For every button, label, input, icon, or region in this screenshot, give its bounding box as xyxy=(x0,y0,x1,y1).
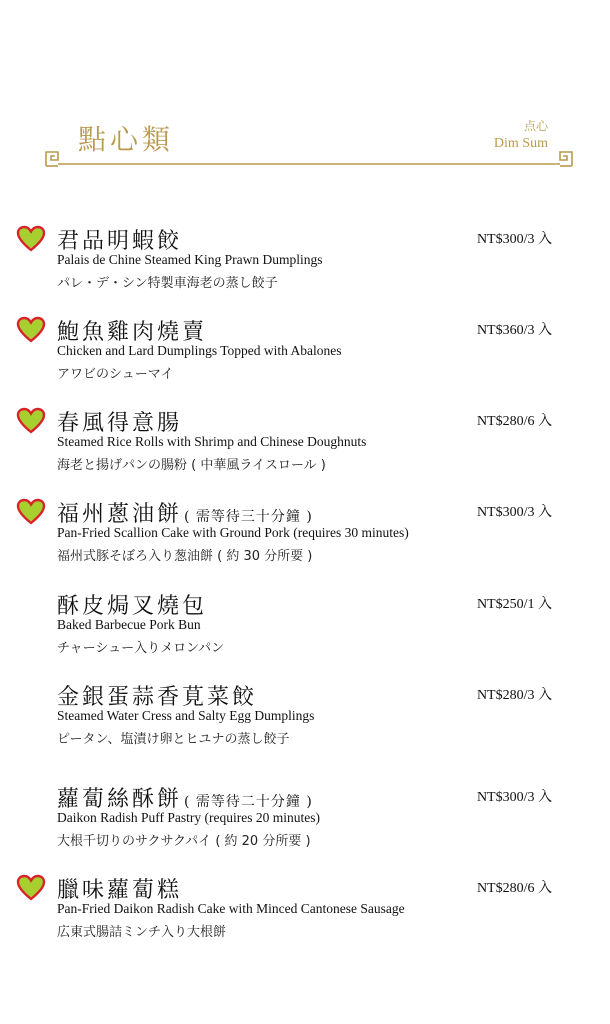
dish-name-ja: 広東式腸詰ミンチ入り大根餅 xyxy=(57,925,227,940)
dish-price: NT$280/6 入 xyxy=(476,881,552,896)
dish-name-ja: 大根千切りのサクサクパイ ( 約 20 分所要 ) xyxy=(57,834,311,849)
dish-name-zh: 蘿蔔絲酥餅 ( 需等待二十分鐘 ) xyxy=(57,787,313,812)
dish-name-zh: 春風得意腸 xyxy=(57,411,183,436)
heart-icon xyxy=(16,497,46,527)
dish-name-zh: 臘味蘿蔔糕 xyxy=(57,878,183,903)
dish-name-ja: チャーシュー入りメロンパン xyxy=(57,641,225,656)
dish-name-en: Baked Barbecue Pork Bun xyxy=(57,617,201,632)
dish-name-zh: 君品明蝦餃 xyxy=(57,229,183,254)
dish-name-ja: 福州式豚そぼろ入り葱油餅 ( 約 30 分所要 ) xyxy=(57,549,313,564)
dish-price: NT$300/3 入 xyxy=(476,790,552,805)
dish-name-en: Steamed Rice Rolls with Shrimp and Chinese Doughnuts xyxy=(57,434,367,449)
dish-price: NT$300/3 入 xyxy=(476,505,552,520)
dish-name-zh: 福州蔥油餅 ( 需等待三十分鐘 ) xyxy=(57,502,313,527)
dish-name-ja: 海老と揚げパンの腸粉 ( 中華風ライスロール ) xyxy=(57,458,326,473)
header-frame-ornament xyxy=(44,146,574,168)
dish-price: NT$300/3 入 xyxy=(476,232,552,247)
dish-name-zh: 酥皮焗叉燒包 xyxy=(57,594,208,619)
page-title: 點心類 xyxy=(78,123,175,156)
heart-icon xyxy=(16,224,46,254)
dish-name-en: Chicken and Lard Dumplings Topped with Abalones xyxy=(57,343,342,358)
dish-name-zh: 金銀蛋蒜香莧菜餃 xyxy=(57,685,258,710)
subtitle-en: Dim Sum xyxy=(493,136,548,151)
dish-name-en: Palais de Chine Steamed King Prawn Dumplings xyxy=(57,252,323,267)
dish-price: NT$280/3 入 xyxy=(476,688,552,703)
dish-name-ja: パレ・デ・シン特製車海老の蒸し餃子 xyxy=(57,276,278,291)
dish-name-zh: 鮑魚雞肉燒賣 xyxy=(57,320,208,345)
heart-icon xyxy=(16,873,46,903)
dish-name-en: Pan-Fried Daikon Radish Cake with Minced Cantonese Sausage xyxy=(57,901,405,916)
dish-name-ja: アワビのシューマイ xyxy=(57,367,174,382)
heart-icon xyxy=(16,315,46,345)
heart-icon xyxy=(16,406,46,436)
dish-price: NT$280/6 入 xyxy=(476,414,552,429)
dish-name-en: Daikon Radish Puff Pastry (requires 20 minutes) xyxy=(57,810,320,825)
dish-name-en: Pan-Fried Scallion Cake with Ground Pork (requires 30 minutes) xyxy=(57,525,409,540)
dish-name-en: Steamed Water Cress and Salty Egg Dumplings xyxy=(57,708,315,723)
subtitle-zh: 点心 xyxy=(523,119,548,133)
dish-price: NT$250/1 入 xyxy=(476,597,552,612)
dish-name-ja: ピータン、塩漬け卵とヒユナの蒸し餃子 xyxy=(57,732,290,747)
dish-price: NT$360/3 入 xyxy=(476,323,552,338)
